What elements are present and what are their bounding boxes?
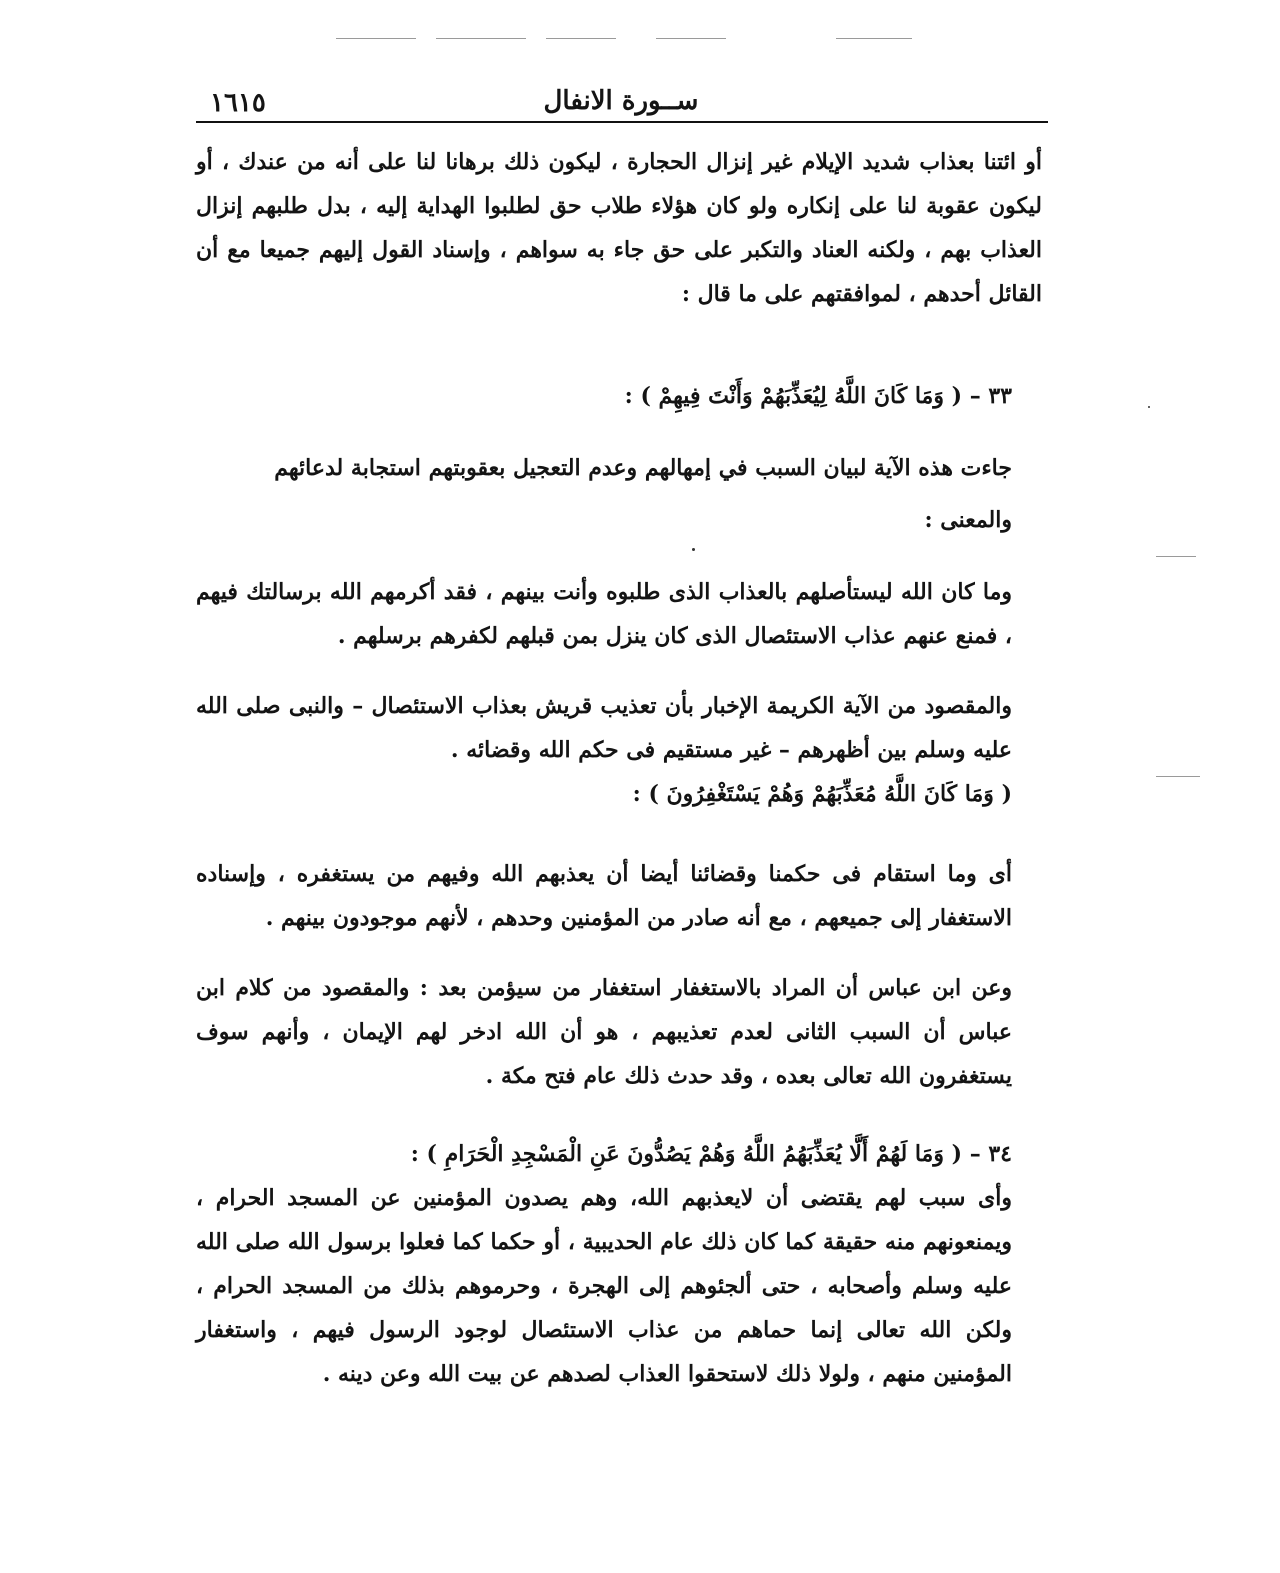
- body-section-6: [196, 852, 1042, 940]
- body-section-4: [196, 570, 1042, 658]
- scan-artifact-line: [836, 38, 912, 39]
- scan-artifact-line: [656, 38, 726, 39]
- header-rule: [196, 121, 1048, 123]
- paragraph-verse-purpose: جاءت هذه الآية لبيان السبب في إمهالهم وعدم التعجيل بعقوبتهم استجابة لدعائهم: [274, 455, 1012, 481]
- page-header: [196, 82, 1046, 122]
- surah-title: ســورة الانفال: [543, 86, 699, 116]
- page-number: ١٦١٥: [210, 88, 266, 118]
- body-section-5: [196, 684, 1042, 816]
- paragraph-istighfar: أى وما استقام فى حكمنا وقضائنا أيضا أن يعذبهم الله وفيهم من يستغفره ، وإسناده الاستغفار إلى جميعهم ، مع أنه صادر من المؤمنين وحدهم ، لأنهم موجودون بينهم .: [196, 861, 1012, 931]
- verse-34-heading: ٣٤ – ( وَمَا لَهُمْ أَلَّا يُعَذِّبَهُمُ اللَّهُ وَهُمْ يَصُدُّونَ عَنِ الْمَسْجِدِ الْحَرَامِ ) :: [410, 1141, 1012, 1167]
- body-section-1: [196, 140, 1042, 316]
- paragraph-meaning-label: والمعنى :: [924, 507, 1012, 533]
- body-section-7: [196, 966, 1042, 1098]
- scan-artifact-line: [546, 38, 616, 39]
- verse-33-heading: ٣٣ – ( وَمَا كَانَ اللَّهُ لِيُعَذِّبَهُمْ وَأَنْتَ فِيهِمْ ) :: [624, 383, 1012, 409]
- body-section-2: [196, 374, 1042, 418]
- scan-speck: [692, 548, 695, 551]
- body-section-8: [196, 1132, 1042, 1396]
- paragraph-intro-context: أو ائتنا بعذاب شديد الإيلام غير إنزال الحجارة ، ليكون ذلك برهانا لنا على أنه من عندك ، أو ليكون عقوبة لنا على إنكاره ولو كان هؤلاء طلاب حق لطلبوا الهداية إليه ، بدل طلبهم إنزال العذاب بهم ، ولكنه العناد والتكبر على حق جاء به سواهم ، وإسناد القول إليهم جميعا مع أن القائل أحدهم ، لموافقتهم على ما قال :: [196, 149, 1042, 307]
- paragraph-purpose: والمقصود من الآية الكريمة الإخبار بأن تعذيب قريش بعذاب الاستئصال – والنبى صلى الله عليه وسلم بين أظهرهم – غير مستقيم فى حكم الله وقضائه .: [196, 693, 1012, 763]
- paragraph-meaning: وما كان الله ليستأصلهم بالعذاب الذى طلبوه وأنت بينهم ، فقد أكرمهم الله برسالتك فيهم ، فمنع عنهم عذاب الاستئصال الذى كان ينزل بمن قبلهم لكفرهم برسلهم .: [196, 579, 1012, 649]
- scan-speck: [1148, 406, 1150, 408]
- scan-artifact-line: [336, 38, 416, 39]
- scan-artifact-line: [1156, 556, 1196, 557]
- paragraph-ibn-abbas: وعن ابن عباس أن المراد بالاستغفار استغفار من سيؤمن بعد : والمقصود من كلام ابن عباس أن السبب الثانى لعدم تعذيبهم ، هو أن الله ادخر لهم الإيمان ، وأنهم سوف يستغفرون الله تعالى بعده ، وقد حدث ذلك عام فتح مكة .: [196, 975, 1012, 1089]
- scan-artifact-line: [436, 38, 526, 39]
- body-section-3: [196, 446, 1042, 542]
- verse-33-second-part: ( وَمَا كَانَ اللَّهُ مُعَذِّبَهُمْ وَهُمْ يَسْتَغْفِرُونَ ) :: [632, 781, 1012, 807]
- scan-artifact-line: [1156, 776, 1200, 777]
- paragraph-verse-34: وأى سبب لهم يقتضى أن لايعذبهم الله، وهم يصدون المؤمنين عن المسجد الحرام ، ويمنعونهم منه حقيقة كما كان ذلك عام الحديبية ، أو حكما كما فعلوا برسول الله صلى الله عليه وسلم وأصحابه ، حتى ألجئوهم إلى الهجرة ، وحرموهم بذلك من المسجد الحرام ، ولكن الله تعالى إنما حماهم من عذاب الاستئصال لوجود الرسول فيهم ، واستغفار المؤمنين منهم ، ولولا ذلك لاستحقوا العذاب لصدهم عن بيت الله وعن دينه .: [196, 1185, 1012, 1387]
